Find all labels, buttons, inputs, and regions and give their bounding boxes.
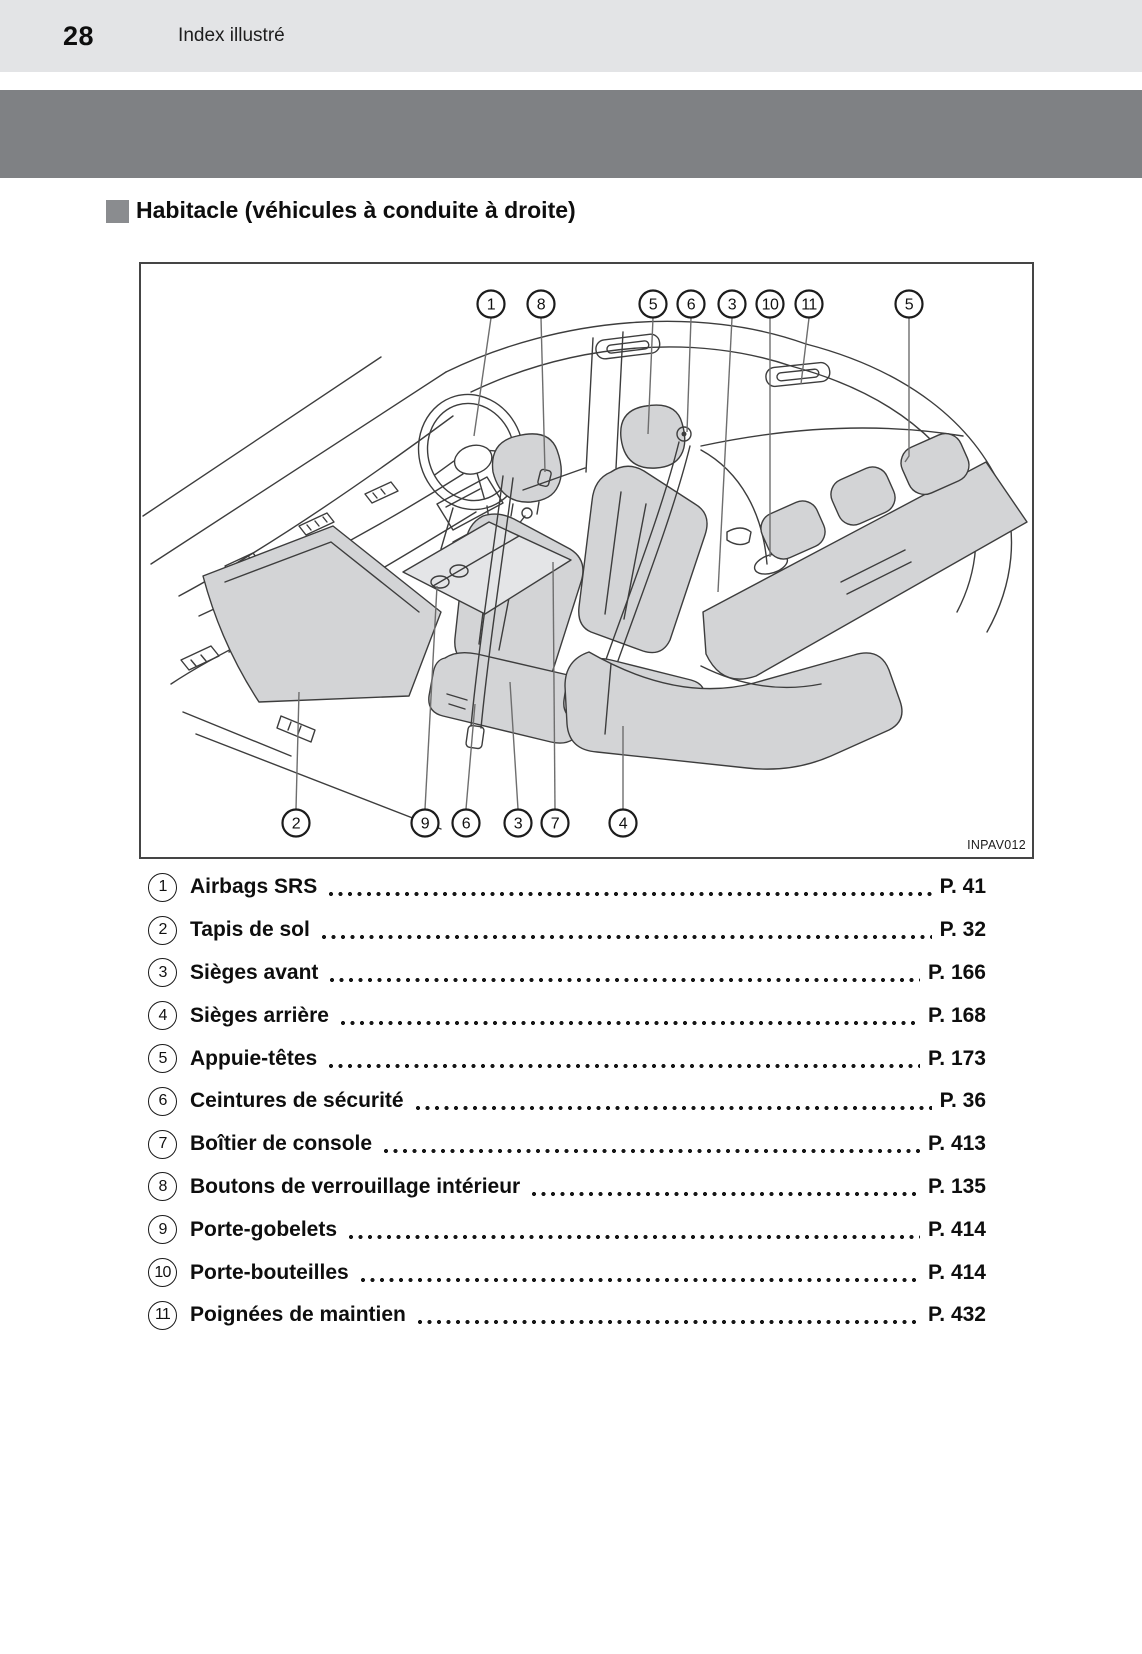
svg-text:5: 5: [648, 296, 658, 314]
svg-text:3: 3: [727, 296, 737, 314]
item-page-ref: P. 432: [927, 1303, 986, 1327]
item-page-ref: P. 135: [927, 1174, 986, 1198]
index-row: [148, 1251, 986, 1294]
callout-bottom-7: [542, 810, 569, 837]
callout-top-3: [719, 291, 746, 318]
index-row: [148, 1294, 986, 1337]
svg-text:8: 8: [536, 296, 546, 314]
index-row: [148, 1166, 986, 1209]
callout-top-1: [478, 291, 505, 318]
index-row: [148, 909, 986, 952]
dot-leader: [532, 1192, 920, 1196]
callout-bottom-2: [283, 810, 310, 837]
dot-leader: [329, 1064, 920, 1068]
callout-top-11: [796, 291, 823, 318]
index-row: [148, 952, 986, 995]
item-number-badge: 5: [148, 1044, 177, 1073]
svg-text:1: 1: [486, 296, 496, 314]
item-number-badge: 2: [148, 916, 177, 945]
svg-text:6: 6: [686, 296, 696, 314]
index-row: [148, 1208, 986, 1251]
item-page-ref: P. 36: [939, 1089, 986, 1113]
dot-leader: [322, 935, 932, 939]
item-number-badge: 7: [148, 1130, 177, 1159]
svg-text:9: 9: [420, 815, 430, 833]
dot-leader: [361, 1278, 920, 1282]
callout-top-5b: [896, 291, 923, 318]
illustrated-index-list: [148, 866, 986, 1337]
chapter-title: Index illustré: [178, 25, 285, 46]
svg-text:2: 2: [291, 815, 301, 833]
callout-top-6: [678, 291, 705, 318]
index-row: [148, 1080, 986, 1123]
item-number-badge: 3: [148, 958, 177, 987]
svg-text:5: 5: [904, 296, 914, 314]
item-number-badge: 6: [148, 1087, 177, 1116]
dot-leader: [330, 978, 920, 982]
dot-leader: [416, 1106, 932, 1110]
item-page-ref: P. 32: [939, 918, 986, 942]
car-interior-drawing: [141, 264, 1032, 857]
item-label: Boutons de verrouillage intérieur: [190, 1174, 521, 1198]
page-header-band: [0, 0, 1142, 72]
item-page-ref: P. 168: [927, 1003, 986, 1027]
item-number-badge: 1: [148, 873, 177, 902]
item-number-badge: 4: [148, 1001, 177, 1030]
dot-leader: [384, 1149, 920, 1153]
svg-text:3: 3: [513, 815, 523, 833]
dot-leader: [329, 892, 931, 896]
item-label: Ceintures de sécurité: [190, 1089, 404, 1113]
item-number-badge: 10: [148, 1258, 177, 1287]
item-page-ref: P. 414: [927, 1217, 986, 1241]
svg-text:4: 4: [618, 815, 628, 833]
figure-code: INPAV012: [967, 838, 1026, 852]
dot-leader: [418, 1320, 920, 1324]
callout-bottom-6: [453, 810, 480, 837]
item-page-ref: P. 173: [927, 1046, 986, 1070]
svg-text:11: 11: [801, 296, 817, 314]
section-heading: [106, 197, 576, 224]
svg-text:6: 6: [461, 815, 471, 833]
item-page-ref: P. 414: [927, 1260, 986, 1284]
item-label: Boîtier de console: [190, 1132, 373, 1156]
callout-bottom-4: [610, 810, 637, 837]
section-heading-text: Habitacle (véhicules à conduite à droite): [136, 197, 576, 223]
item-number-badge: 8: [148, 1172, 177, 1201]
item-page-ref: P. 413: [927, 1132, 986, 1156]
item-label: Poignées de maintien: [190, 1303, 406, 1327]
callout-bottom-3: [505, 810, 532, 837]
index-row: [148, 1123, 986, 1166]
svg-text:10: 10: [761, 296, 779, 314]
section-bullet-icon: [106, 200, 129, 223]
item-label: Porte-gobelets: [190, 1217, 338, 1241]
item-page-ref: P. 166: [927, 960, 986, 984]
item-label: Sièges avant: [190, 960, 319, 984]
index-row: [148, 866, 986, 909]
callout-bottom-9: [412, 810, 439, 837]
callout-top-5a: [640, 291, 667, 318]
index-row: [148, 1037, 986, 1080]
item-label: Tapis de sol: [190, 918, 310, 942]
item-number-badge: 11: [148, 1301, 177, 1330]
floor-mat: [203, 526, 441, 702]
interior-illustration-figure: [139, 262, 1034, 859]
callout-top-10: [757, 291, 784, 318]
callout-top-8: [528, 291, 555, 318]
item-label: Airbags SRS: [190, 875, 318, 899]
item-label: Porte-bouteilles: [190, 1260, 349, 1284]
dot-leader: [341, 1021, 920, 1025]
page-number: 28: [63, 20, 95, 51]
item-page-ref: P. 41: [939, 875, 986, 899]
chapter-banner: [0, 90, 1142, 178]
item-label: Sièges arrière: [190, 1003, 329, 1027]
item-number-badge: 9: [148, 1215, 177, 1244]
index-row: [148, 994, 986, 1037]
item-label: Appuie-têtes: [190, 1046, 318, 1070]
dot-leader: [349, 1235, 920, 1239]
svg-text:7: 7: [550, 815, 560, 833]
